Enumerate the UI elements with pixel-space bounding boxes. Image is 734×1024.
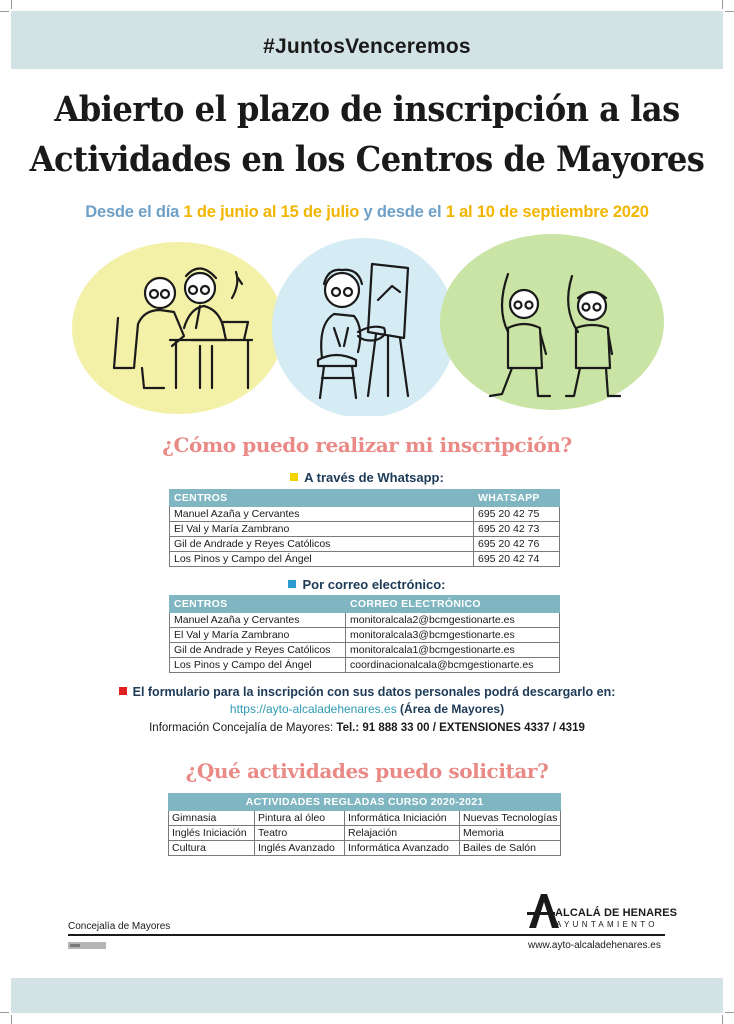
info-line: [0, 722, 734, 734]
table-header-row: [169, 794, 561, 811]
crop-mark: [722, 1015, 723, 1024]
info-phone: Tel.: 91 888 33 00 / EXTENSIONES 4337 / 4319: [336, 722, 585, 734]
table-row: [170, 507, 560, 522]
footer-divider: [68, 934, 665, 936]
table-row: [169, 826, 561, 841]
center-name: Manuel Azaña y Cervantes: [170, 507, 474, 522]
form-download-line: [0, 685, 734, 699]
center-name: Los Pinos y Campo del Ángel: [170, 552, 474, 567]
concejalia-label: Concejalía de Mayores: [68, 921, 171, 932]
area-label: (Área de Mayores): [396, 702, 505, 716]
activity-cell: Informática Iniciación: [345, 811, 460, 826]
crop-mark: [0, 11, 9, 12]
activity-cell: Pintura al óleo: [255, 811, 345, 826]
table-row: [170, 537, 560, 552]
center-name: Manuel Azaña y Cervantes: [170, 613, 346, 628]
column-header: WHATSAPP: [474, 490, 560, 507]
crop-mark: [725, 11, 734, 12]
headline-line-2: Actividades en los Centros de Mayores: [29, 139, 705, 180]
question-activities: ¿Qué actividades puedo solicitar?: [185, 759, 549, 783]
table-row: [169, 841, 561, 856]
activity-cell: Memoria: [460, 826, 561, 841]
email-link[interactable]: monitoralcala2@bcmgestionarte.es: [346, 613, 560, 628]
activity-cell: Cultura: [169, 841, 255, 856]
crop-mark: [722, 0, 723, 9]
dates-range-1: 1 de junio al 15 de julio: [183, 203, 360, 221]
hashtag: #JuntosVenceremos: [263, 35, 471, 58]
activities-title: ACTIVIDADES REGLADAS CURSO 2020-2021: [169, 794, 561, 811]
url-line: [0, 702, 734, 716]
whatsapp-number[interactable]: 695 20 42 74: [474, 552, 560, 567]
city-name: ALCALÁ DE HENARES: [555, 907, 678, 919]
email-link[interactable]: coordinacionalcala@bcmgestionarte.es: [346, 658, 560, 673]
dates-part-3: y desde el: [359, 203, 446, 221]
activity-cell: Teatro: [255, 826, 345, 841]
form-download-text: El formulario para la inscripción con sus datos personales podrá descargarlo en:: [132, 685, 616, 699]
seniors-illustration: [72, 228, 664, 416]
activities-table: [168, 793, 561, 856]
email-link[interactable]: monitoralcala1@bcmgestionarte.es: [346, 643, 560, 658]
center-name: Los Pinos y Campo del Ángel: [170, 658, 346, 673]
column-header: CENTROS: [170, 596, 346, 613]
center-name: Gil de Andrade y Reyes Católicos: [170, 537, 474, 552]
whatsapp-label-text: A través de Whatsapp:: [304, 470, 444, 485]
dates-part-1: Desde el día: [85, 203, 184, 221]
dates-range-2: 1 al 10 de septiembre 2020: [445, 203, 649, 221]
footer-band: [11, 978, 723, 1013]
question-how-to-register: ¿Cómo puedo realizar mi inscripción?: [162, 433, 572, 457]
activity-cell: Inglés Iniciación: [169, 826, 255, 841]
activity-cell: Relajación: [345, 826, 460, 841]
table-header-row: [170, 490, 560, 507]
website-link[interactable]: https://ayto-alcaladehenares.es: [229, 702, 397, 716]
table-row: [169, 811, 561, 826]
table-row: [170, 658, 560, 673]
yellow-square-icon: [290, 473, 298, 481]
center-name: Gil de Andrade y Reyes Católicos: [170, 643, 346, 658]
table-row: [170, 628, 560, 643]
email-table: [169, 595, 560, 673]
table-row: [170, 522, 560, 537]
computer-couple-icon: [72, 242, 284, 414]
activity-cell: Nuevas Tecnologías: [460, 811, 561, 826]
activity-cell: Gimnasia: [169, 811, 255, 826]
table-row: [170, 552, 560, 567]
info-label: Información Concejalía de Mayores:: [149, 722, 337, 734]
column-header: CORREO ELECTRÓNICO: [346, 596, 560, 613]
whatsapp-label: [0, 470, 734, 485]
crop-mark: [0, 1012, 9, 1013]
center-name: El Val y María Zambrano: [170, 628, 346, 643]
activity-cell: Informática Avanzado: [345, 841, 460, 856]
table-row: [170, 643, 560, 658]
email-label: [0, 577, 734, 592]
column-header: CENTROS: [170, 490, 474, 507]
exercise-couple-icon: [440, 234, 664, 410]
center-name: El Val y María Zambrano: [170, 522, 474, 537]
blue-square-icon: [288, 580, 296, 588]
crop-mark: [11, 1015, 12, 1024]
website-footer-link[interactable]: www.ayto-alcaladehenares.es: [528, 940, 661, 951]
activity-cell: Bailes de Salón: [460, 841, 561, 856]
whatsapp-number[interactable]: 695 20 42 76: [474, 537, 560, 552]
small-logo-icon: [68, 941, 106, 950]
table-row: [170, 613, 560, 628]
activity-cell: Inglés Avanzado: [255, 841, 345, 856]
red-square-icon: [119, 687, 127, 695]
crop-mark: [725, 1012, 734, 1013]
whatsapp-number[interactable]: 695 20 42 75: [474, 507, 560, 522]
whatsapp-table: [169, 489, 560, 567]
table-header-row: [170, 596, 560, 613]
crop-mark: [11, 0, 12, 9]
dates-line: [0, 203, 734, 222]
whatsapp-number[interactable]: 695 20 42 73: [474, 522, 560, 537]
email-link[interactable]: monitoralcala3@bcmgestionarte.es: [346, 628, 560, 643]
ayuntamiento-label: AYUNTAMIENTO: [556, 920, 658, 929]
painter-icon: [272, 238, 456, 416]
headline-line-1: Abierto el plazo de inscripción a las: [54, 89, 680, 130]
email-label-text: Por correo electrónico:: [302, 577, 446, 592]
